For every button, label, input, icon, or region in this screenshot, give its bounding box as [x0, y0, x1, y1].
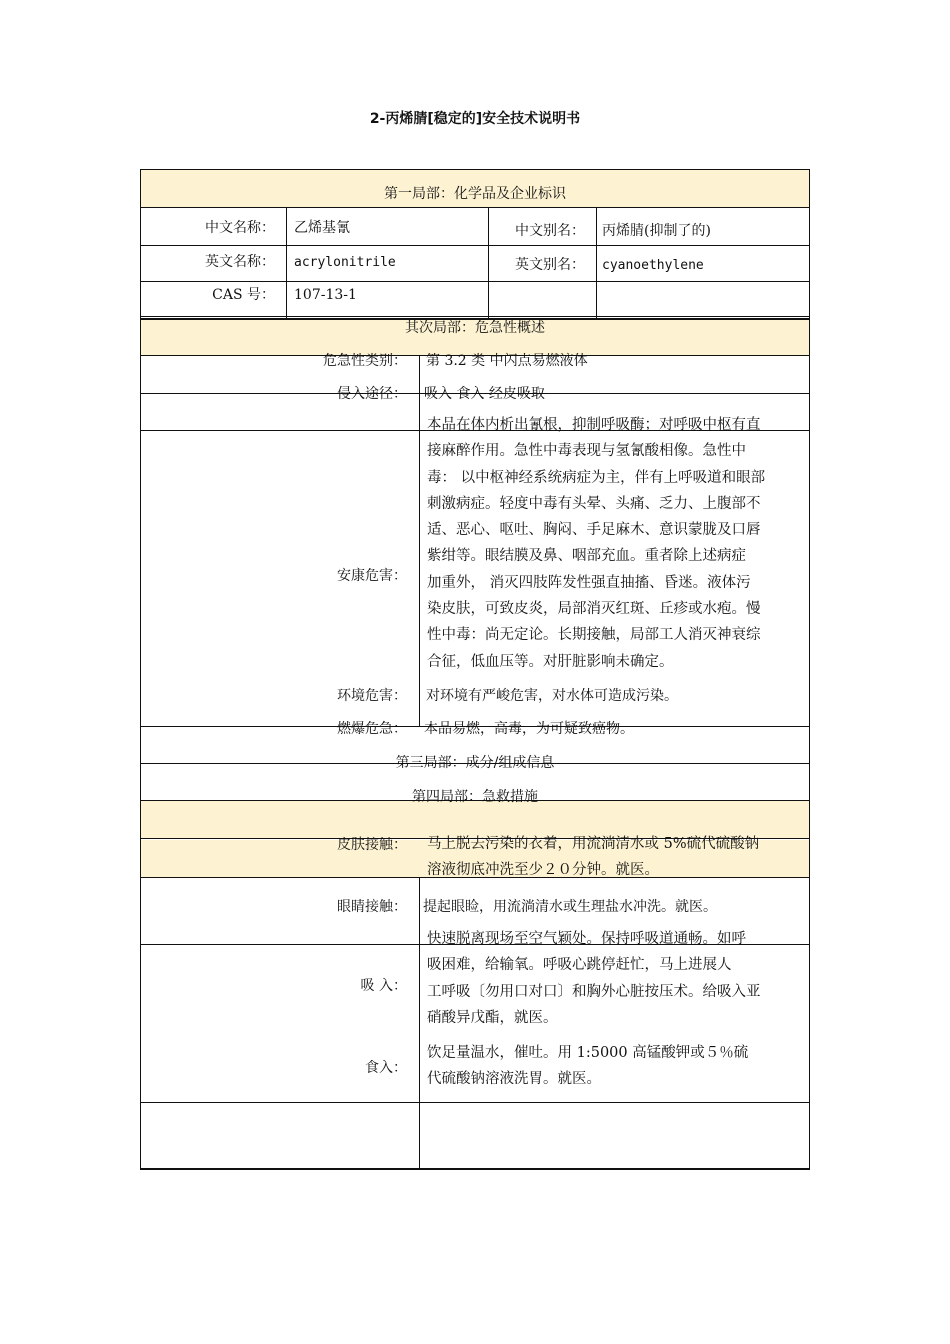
- route-value: 吸入 食入 经皮吸取: [424, 386, 545, 402]
- row-divider: [140, 281, 810, 282]
- inhale-text: [427, 926, 827, 1031]
- health-line: 合征，低血压等。对肝脏影响未确定。: [427, 653, 674, 670]
- health-line: 性中毒：尚无定论。长期接触，局部工人消灭神衰综: [427, 627, 761, 644]
- category-label: 危急性类别：: [323, 353, 407, 369]
- section3-heading: 第三局部：成分/组成信息: [395, 755, 555, 771]
- column-divider: [419, 355, 420, 727]
- eye-value: 提起眼睑，用流淌清水或生理盐水冲洗。就医。: [423, 899, 717, 915]
- fire-value: 本品易燃，高毒，为可疑致癌物。: [424, 721, 634, 737]
- table-top-border: [140, 169, 810, 170]
- cn-name-value: 乙烯基氰: [294, 220, 350, 236]
- health-line: 染皮肤，可致皮炎，局部消灭红斑、丘疹或水疱。慢: [427, 601, 761, 618]
- category-value: 第 3.2 类 中闪点易燃液体: [426, 353, 588, 369]
- cas-label: CAS 号：: [212, 287, 275, 303]
- section1-heading: 第一局部：化学品及企业标识: [384, 186, 566, 202]
- route-label: 侵入途径：: [337, 386, 407, 402]
- en-name-label: 英文名称：: [205, 254, 275, 270]
- cn-alias-label: 中文别名：: [515, 223, 585, 239]
- en-name-value: acrylonitrile: [294, 255, 396, 270]
- env-label: 环境危害：: [337, 688, 407, 704]
- section4-heading: 第四局部：急救措施: [412, 789, 538, 805]
- column-divider: [419, 877, 420, 1170]
- health-line: 紫绀等。眼结膜及鼻、咽部充血。重者除上述病症: [427, 548, 746, 565]
- health-line: 刺激病症。轻度中毒有头晕、头痛、乏力、上腹部不: [427, 495, 761, 512]
- fire-label: 燃爆危急：: [337, 721, 407, 737]
- health-line: 接麻醉作用。急性中毒表现与氢氰酸相像。急性中: [427, 443, 746, 460]
- skin-label: 皮肤接触：: [337, 837, 407, 853]
- en-alias-value: cyanoethylene: [602, 258, 704, 273]
- row-divider: [140, 207, 810, 208]
- inhale-label: 吸 入：: [360, 978, 407, 994]
- column-divider: [286, 207, 287, 318]
- ingest-line: 代硫酸钠溶液洗胃。就医。: [427, 1071, 601, 1088]
- en-alias-label: 英文别名：: [515, 257, 585, 273]
- env-value: 对环境有严峻危害，对水体可造成污染。: [426, 688, 678, 704]
- eye-label: 眼睛接触：: [337, 899, 407, 915]
- inhale-line: 快速脱离现场至空气颖处。保持呼吸道通畅。如呼: [427, 931, 746, 947]
- cn-name-label: 中文名称：: [205, 220, 275, 236]
- ingest-line: 饮足量温水，催吐。用 1:5000 高锰酸钾或５％硫: [427, 1045, 749, 1061]
- health-line: 加重外， 消灭四肢阵发性强直抽搐、昏迷。液体污: [427, 574, 751, 591]
- ingest-label: 食入：: [365, 1060, 407, 1076]
- health-line: 毒： 以中枢神经系统病症为主，伴有上呼吸道和眼部: [427, 469, 766, 486]
- row-divider: [140, 1102, 810, 1103]
- skin-line: 马上脱去污染的衣着，用流淌清水或 5%硫代硫酸钠: [427, 836, 760, 852]
- inhale-line: 吸困难，给输氧。呼吸心跳停赶忙，马上进展人: [427, 957, 732, 974]
- cas-value: 107-13-1: [294, 287, 357, 303]
- section2-heading: 其次局部：危急性概述: [405, 320, 545, 336]
- inhale-line: 工呼吸〔勿用口对口〕和胸外心脏按压术。给吸入亚: [427, 983, 761, 1000]
- health-line: 本品在体内析出氰根，抑制呼吸酶；对呼吸中枢有直: [427, 417, 761, 433]
- skin-text: [427, 831, 827, 884]
- column-divider: [596, 207, 597, 318]
- row-divider: [140, 245, 810, 246]
- cn-alias-value: 丙烯腈(抑制了的): [602, 223, 711, 239]
- table-bottom-border: [140, 1168, 810, 1170]
- health-text: [427, 412, 827, 675]
- health-line: 适、恶心、呕吐、胸闷、手足麻木、意识蒙胧及口唇: [427, 522, 761, 539]
- ingest-text: [427, 1040, 827, 1093]
- inhale-line: 硝酸异戊酯，就医。: [427, 1009, 558, 1026]
- health-label: 安康危害：: [337, 568, 407, 584]
- document-title: 2-丙烯腈[稳定的]安全技术说明书: [369, 111, 581, 127]
- skin-line: 溶液彻底冲洗至少２０分钟。就医。: [427, 862, 659, 879]
